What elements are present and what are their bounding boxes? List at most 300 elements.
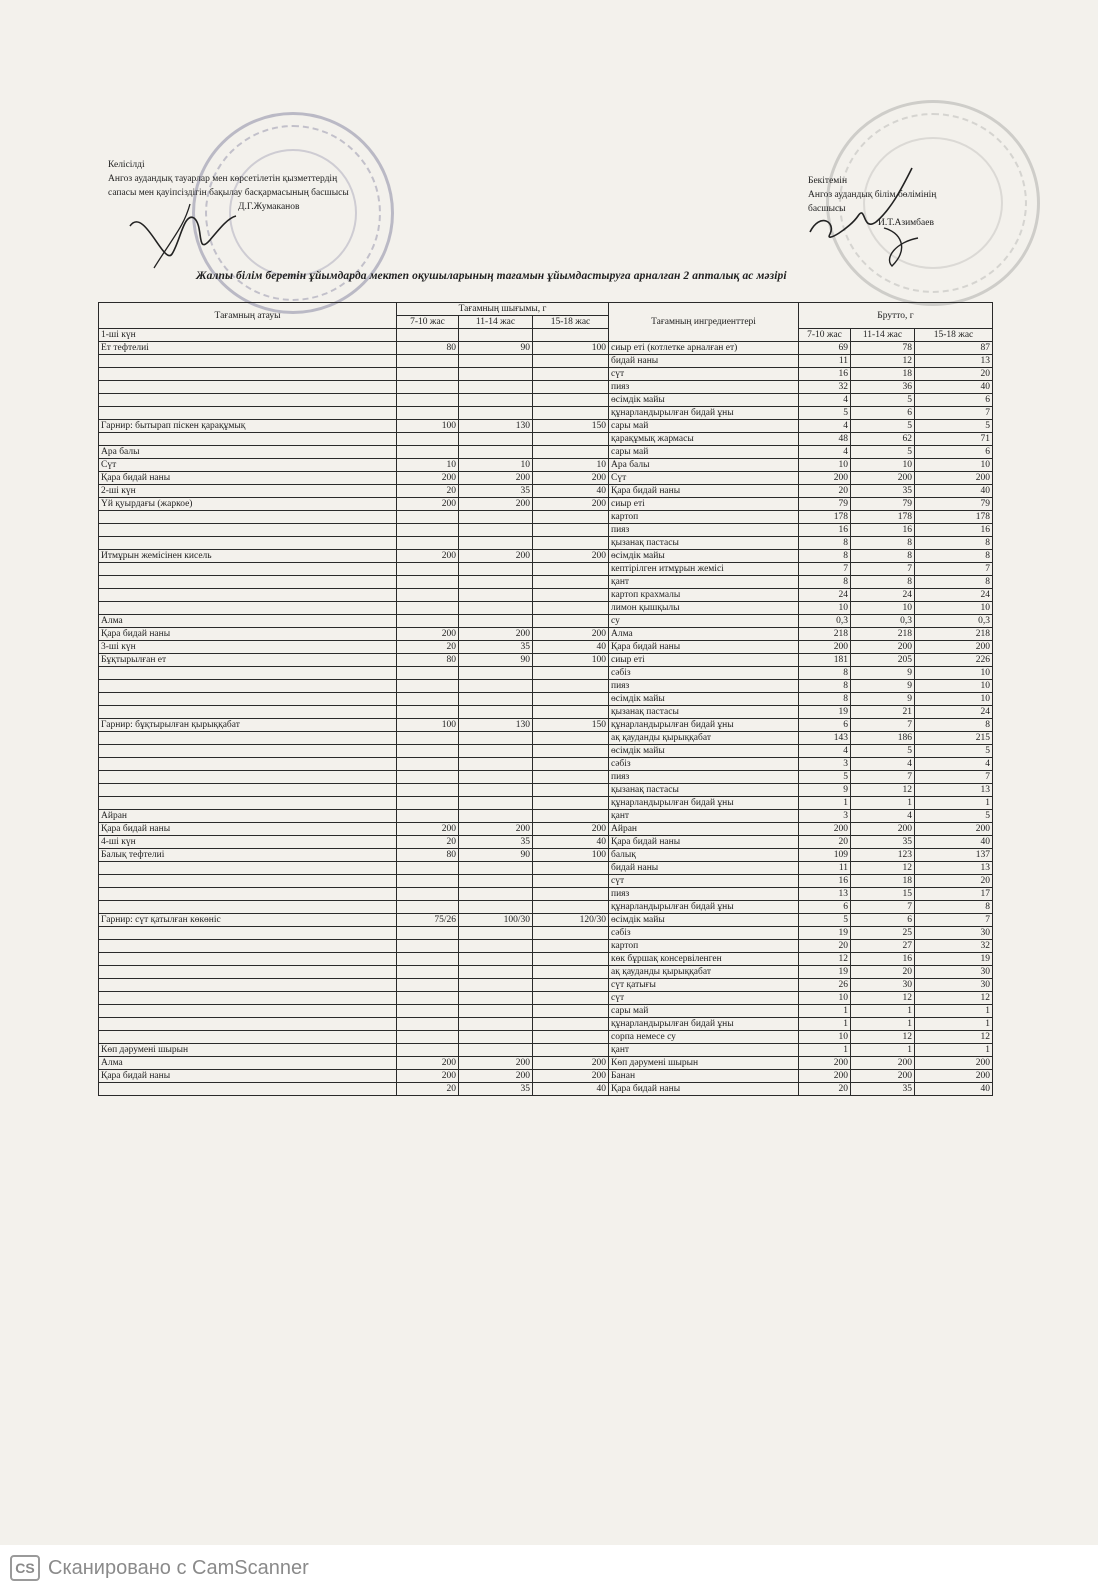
portion-cell (533, 433, 609, 446)
dish-cell (99, 927, 397, 940)
portion-cell (397, 810, 459, 823)
portion-cell (459, 966, 533, 979)
table-row (99, 615, 993, 628)
ingredient-cell: қызанақ пастасы (609, 784, 799, 797)
table-row (99, 433, 993, 446)
ingredient-cell: кептірілген итмұрын жемісі (609, 563, 799, 576)
table-row (99, 914, 993, 927)
portion-cell (533, 784, 609, 797)
brutto-cell: 8 (915, 537, 993, 550)
dish-cell: Көп дәрумені шырын (99, 1044, 397, 1057)
dish-cell (99, 1083, 397, 1096)
brutto-cell: 226 (915, 654, 993, 667)
portion-cell (459, 875, 533, 888)
day-label: 1-ші күн (99, 329, 397, 342)
table-row (99, 771, 993, 784)
brutto-cell: 12 (851, 992, 915, 1005)
brutto-cell: 10 (915, 459, 993, 472)
portion-cell (459, 1005, 533, 1018)
portion-cell (459, 602, 533, 615)
dish-cell (99, 901, 397, 914)
ingredient-cell: құнарландырылған бидай ұны (609, 719, 799, 732)
table-row (99, 940, 993, 953)
ingredient-cell: сиыр еті (609, 654, 799, 667)
portion-cell (397, 1018, 459, 1031)
document-title: Жалпы білім беретін ұйымдарда мектеп оқушыларының тағамын ұйымдастыруға арналған 2 апталық ас мәзірі (196, 270, 787, 282)
brutto-cell: 79 (799, 498, 851, 511)
brutto-cell: 218 (915, 628, 993, 641)
brutto-cell: 13 (799, 888, 851, 901)
portion-cell (459, 381, 533, 394)
brutto-cell: 5 (915, 420, 993, 433)
table-row (99, 966, 993, 979)
brutto-cell: 12 (851, 355, 915, 368)
portion-cell (397, 940, 459, 953)
dish-cell (99, 667, 397, 680)
portion-cell: 130 (459, 719, 533, 732)
brutto-cell: 13 (915, 784, 993, 797)
table-row (99, 368, 993, 381)
table-row (99, 563, 993, 576)
dish-cell (99, 758, 397, 771)
ingredient-cell: сәбіз (609, 667, 799, 680)
header-dish: Тағамның атауы (99, 303, 397, 329)
brutto-cell: 8 (799, 550, 851, 563)
portion-cell: 20 (397, 641, 459, 654)
portion-cell: 200 (533, 472, 609, 485)
portion-cell (533, 888, 609, 901)
brutto-cell: 1 (799, 1005, 851, 1018)
portion-cell: 10 (459, 459, 533, 472)
portion-cell (533, 381, 609, 394)
dish-cell: Гарнир: бұқтырылған қырыққабат (99, 719, 397, 732)
header-portion: Тағамның шығымы, г (397, 303, 609, 316)
brutto-cell: 200 (799, 472, 851, 485)
portion-cell (533, 979, 609, 992)
portion-cell (397, 758, 459, 771)
ingredient-cell: картоп (609, 940, 799, 953)
brutto-cell: 5 (915, 810, 993, 823)
table-row (99, 1044, 993, 1057)
dish-cell (99, 576, 397, 589)
brutto-cell: 19 (915, 953, 993, 966)
dish-cell: Ет тефтелиі (99, 342, 397, 355)
dish-cell: Сүт (99, 459, 397, 472)
brutto-cell: 109 (799, 849, 851, 862)
table-row (99, 355, 993, 368)
table-row (99, 680, 993, 693)
portion-cell (459, 1044, 533, 1057)
portion-cell (459, 1018, 533, 1031)
portion-cell: 100 (533, 654, 609, 667)
table-row (99, 823, 993, 836)
dish-cell (99, 732, 397, 745)
table-row (99, 407, 993, 420)
brutto-cell: 137 (915, 849, 993, 862)
portion-cell (397, 576, 459, 589)
brutto-cell: 30 (915, 979, 993, 992)
portion-cell: 80 (397, 654, 459, 667)
ingredient-cell: Қара бидай наны (609, 641, 799, 654)
brutto-cell: 25 (851, 927, 915, 940)
table-row (99, 498, 993, 511)
dish-cell: Алма (99, 1057, 397, 1070)
header-age-15-18: 15-18 жас (533, 316, 609, 329)
portion-cell (397, 615, 459, 628)
portion-cell: 200 (533, 628, 609, 641)
portion-cell (459, 1031, 533, 1044)
brutto-cell: 20 (915, 368, 993, 381)
brutto-cell: 35 (851, 836, 915, 849)
table-row (99, 472, 993, 485)
brutto-cell: 19 (799, 927, 851, 940)
portion-cell (533, 1031, 609, 1044)
brutto-cell: 12 (851, 784, 915, 797)
ingredient-cell: Қара бидай наны (609, 485, 799, 498)
portion-cell (533, 511, 609, 524)
brutto-cell: 1 (799, 797, 851, 810)
dish-cell (99, 680, 397, 693)
brutto-cell: 10 (915, 667, 993, 680)
portion-cell: 200 (397, 498, 459, 511)
brutto-cell: 78 (851, 342, 915, 355)
portion-cell (397, 953, 459, 966)
approval-label: Келісілді (108, 160, 145, 170)
portion-cell (459, 745, 533, 758)
dish-cell (99, 394, 397, 407)
portion-cell (459, 706, 533, 719)
table-row (99, 784, 993, 797)
scanner-footer (0, 1545, 1098, 1591)
table-row (99, 1083, 993, 1096)
brutto-cell: 1 (851, 1005, 915, 1018)
ingredient-cell: пияз (609, 888, 799, 901)
brutto-cell: 19 (799, 706, 851, 719)
brutto-cell: 200 (851, 472, 915, 485)
brutto-cell: 13 (915, 355, 993, 368)
brutto-cell: 12 (799, 953, 851, 966)
brutto-cell: 8 (799, 576, 851, 589)
portion-cell: 200 (397, 1057, 459, 1070)
portion-cell (459, 862, 533, 875)
portion-cell (397, 1044, 459, 1057)
ingredient-cell: пияз (609, 771, 799, 784)
portion-cell: 200 (533, 550, 609, 563)
portion-cell (533, 875, 609, 888)
portion-cell (397, 537, 459, 550)
portion-cell: 200 (459, 498, 533, 511)
brutto-cell: 3 (799, 810, 851, 823)
dish-cell: Қара бидай наны (99, 472, 397, 485)
brutto-cell: 5 (851, 394, 915, 407)
day-row (99, 485, 993, 498)
brutto-cell: 8 (799, 537, 851, 550)
ingredient-cell: сиыр еті (котлетке арналған ет) (609, 342, 799, 355)
dish-cell (99, 706, 397, 719)
brutto-cell: 5 (799, 771, 851, 784)
portion-cell: 90 (459, 654, 533, 667)
brutto-cell: 5 (851, 420, 915, 433)
portion-cell (533, 446, 609, 459)
brutto-cell: 16 (851, 524, 915, 537)
portion-cell (397, 797, 459, 810)
brutto-cell: 8 (915, 901, 993, 914)
portion-cell (459, 732, 533, 745)
dish-cell: Алма (99, 615, 397, 628)
brutto-cell: 16 (851, 953, 915, 966)
brutto-cell: 7 (851, 901, 915, 914)
portion-cell (459, 888, 533, 901)
dish-cell (99, 589, 397, 602)
ingredient-cell: сәбіз (609, 758, 799, 771)
dish-cell (99, 966, 397, 979)
day-cell: 3-ші күн (99, 641, 397, 654)
day-cell: 2-ші күн (99, 485, 397, 498)
dish-cell (99, 862, 397, 875)
table-row (99, 992, 993, 1005)
table-row (99, 511, 993, 524)
brutto-cell: 26 (799, 979, 851, 992)
ingredient-cell: сары май (609, 420, 799, 433)
brutto-cell: 1 (799, 1044, 851, 1057)
brutto-cell: 11 (799, 355, 851, 368)
table-row (99, 953, 993, 966)
portion-cell: 20 (397, 1083, 459, 1096)
table-row (99, 719, 993, 732)
brutto-cell: 19 (799, 966, 851, 979)
dish-cell (99, 953, 397, 966)
brutto-cell: 62 (851, 433, 915, 446)
ingredient-cell: құнарландырылған бидай ұны (609, 407, 799, 420)
portion-cell (459, 667, 533, 680)
dish-cell (99, 602, 397, 615)
portion-cell (397, 875, 459, 888)
dish-cell (99, 888, 397, 901)
brutto-cell: 10 (799, 459, 851, 472)
portion-cell (533, 706, 609, 719)
brutto-cell: 218 (799, 628, 851, 641)
portion-cell (459, 810, 533, 823)
brutto-cell: 200 (851, 823, 915, 836)
portion-cell: 35 (459, 836, 533, 849)
brutto-cell: 1 (851, 1018, 915, 1031)
ingredient-cell: сүт (609, 992, 799, 1005)
brutto-cell: 10 (799, 1031, 851, 1044)
brutto-cell: 178 (915, 511, 993, 524)
brutto-cell: 12 (851, 862, 915, 875)
table-row (99, 1057, 993, 1070)
portion-cell (397, 927, 459, 940)
brutto-cell: 200 (915, 823, 993, 836)
portion-cell (533, 602, 609, 615)
brutto-cell: 8 (851, 537, 915, 550)
dish-cell: Үй қуырдағы (жаркое) (99, 498, 397, 511)
portion-cell (459, 953, 533, 966)
dish-cell: Гарнир: бытырап піскен қарақұмық (99, 420, 397, 433)
portion-cell (397, 888, 459, 901)
brutto-cell: 36 (851, 381, 915, 394)
portion-cell: 10 (533, 459, 609, 472)
portion-cell: 200 (397, 1070, 459, 1083)
portion-cell (533, 771, 609, 784)
table-row (99, 745, 993, 758)
brutto-cell: 30 (915, 966, 993, 979)
brutto-cell: 200 (799, 641, 851, 654)
portion-cell: 120/30 (533, 914, 609, 927)
brutto-cell: 7 (915, 914, 993, 927)
portion-cell (397, 589, 459, 602)
table-row (99, 1018, 993, 1031)
brutto-cell: 20 (915, 875, 993, 888)
brutto-age-15-18: 15-18 жас (915, 329, 993, 342)
ingredient-cell: қызанақ пастасы (609, 706, 799, 719)
brutto-cell: 4 (851, 810, 915, 823)
ingredient-cell: қант (609, 1044, 799, 1057)
ingredient-cell: сиыр еті (609, 498, 799, 511)
day-row (99, 836, 993, 849)
brutto-cell: 18 (851, 875, 915, 888)
approval-position-line2: сапасы мен қауіпсіздігін бақылау басқармасының басшысы (108, 188, 349, 198)
ingredient-cell: қант (609, 576, 799, 589)
brutto-cell: 69 (799, 342, 851, 355)
portion-cell (459, 355, 533, 368)
brutto-cell: 87 (915, 342, 993, 355)
brutto-cell: 143 (799, 732, 851, 745)
table-row (99, 927, 993, 940)
portion-cell (397, 979, 459, 992)
scanner-credit: Сканировано с CamScanner (48, 1556, 309, 1579)
brutto-cell: 10 (851, 602, 915, 615)
header-spacer (533, 329, 609, 342)
ingredient-cell: Алма (609, 628, 799, 641)
portion-cell (397, 1005, 459, 1018)
brutto-cell: 6 (799, 719, 851, 732)
brutto-cell: 7 (915, 771, 993, 784)
table-row (99, 810, 993, 823)
portion-cell (533, 576, 609, 589)
portion-cell (397, 784, 459, 797)
brutto-cell: 1 (915, 797, 993, 810)
ingredient-cell: су (609, 615, 799, 628)
table-row (99, 667, 993, 680)
brutto-cell: 32 (915, 940, 993, 953)
header-brutto: Брутто, г (799, 303, 993, 329)
brutto-cell: 181 (799, 654, 851, 667)
portion-cell: 80 (397, 342, 459, 355)
portion-cell: 200 (533, 1057, 609, 1070)
table-row (99, 979, 993, 992)
table-row (99, 394, 993, 407)
portion-cell (533, 927, 609, 940)
portion-cell (459, 901, 533, 914)
brutto-cell: 20 (851, 966, 915, 979)
brutto-cell: 20 (799, 485, 851, 498)
brutto-cell: 5 (851, 745, 915, 758)
approval-name-right: И.Т.Азимбаев (878, 218, 934, 228)
brutto-cell: 8 (799, 680, 851, 693)
brutto-cell: 24 (915, 589, 993, 602)
portion-cell (533, 524, 609, 537)
brutto-cell: 27 (851, 940, 915, 953)
portion-cell: 100/30 (459, 914, 533, 927)
dish-cell: Балық тефтелиі (99, 849, 397, 862)
portion-cell: 200 (459, 1070, 533, 1083)
brutto-cell: 5 (799, 914, 851, 927)
portion-cell (459, 446, 533, 459)
day-cell: 4-ші күн (99, 836, 397, 849)
brutto-cell: 200 (915, 1057, 993, 1070)
portion-cell (397, 901, 459, 914)
dish-cell: Қара бидай наны (99, 628, 397, 641)
table-row (99, 862, 993, 875)
brutto-cell: 48 (799, 433, 851, 446)
portion-cell (397, 602, 459, 615)
brutto-cell: 123 (851, 849, 915, 862)
dish-cell (99, 433, 397, 446)
portion-cell: 35 (459, 641, 533, 654)
table-row (99, 602, 993, 615)
brutto-cell: 1 (851, 1044, 915, 1057)
brutto-cell: 200 (915, 1070, 993, 1083)
brutto-cell: 1 (915, 1018, 993, 1031)
brutto-cell: 6 (851, 914, 915, 927)
brutto-cell: 200 (799, 1057, 851, 1070)
ingredient-cell: пияз (609, 524, 799, 537)
brutto-cell: 0,3 (851, 615, 915, 628)
ingredient-cell: өсімдік майы (609, 394, 799, 407)
ingredient-cell: сүт (609, 368, 799, 381)
brutto-cell: 8 (915, 550, 993, 563)
header-age-7-10: 7-10 жас (397, 316, 459, 329)
brutto-cell: 5 (851, 446, 915, 459)
dish-cell (99, 875, 397, 888)
brutto-cell: 6 (851, 407, 915, 420)
portion-cell (533, 537, 609, 550)
portion-cell: 10 (397, 459, 459, 472)
portion-cell: 100 (533, 849, 609, 862)
ingredient-cell: ақ қауданды қырыққабат (609, 966, 799, 979)
ingredient-cell: пияз (609, 381, 799, 394)
portion-cell (533, 797, 609, 810)
brutto-cell: 30 (851, 979, 915, 992)
ingredient-cell: Қара бидай наны (609, 836, 799, 849)
portion-cell: 150 (533, 420, 609, 433)
brutto-cell: 4 (799, 420, 851, 433)
portion-cell: 130 (459, 420, 533, 433)
dish-cell (99, 745, 397, 758)
brutto-cell: 12 (851, 1031, 915, 1044)
dish-cell (99, 511, 397, 524)
brutto-cell: 186 (851, 732, 915, 745)
portion-cell (533, 862, 609, 875)
portion-cell (397, 706, 459, 719)
portion-cell (397, 446, 459, 459)
ingredient-cell: құнарландырылған бидай ұны (609, 1018, 799, 1031)
portion-cell (397, 667, 459, 680)
table-row (99, 1070, 993, 1083)
brutto-cell: 40 (915, 485, 993, 498)
portion-cell (533, 901, 609, 914)
ingredient-cell: өсімдік майы (609, 693, 799, 706)
dish-cell (99, 563, 397, 576)
table-row (99, 589, 993, 602)
portion-cell: 200 (459, 628, 533, 641)
brutto-cell: 178 (851, 511, 915, 524)
portion-cell (459, 368, 533, 381)
brutto-cell: 205 (851, 654, 915, 667)
brutto-cell: 15 (851, 888, 915, 901)
portion-cell (459, 680, 533, 693)
